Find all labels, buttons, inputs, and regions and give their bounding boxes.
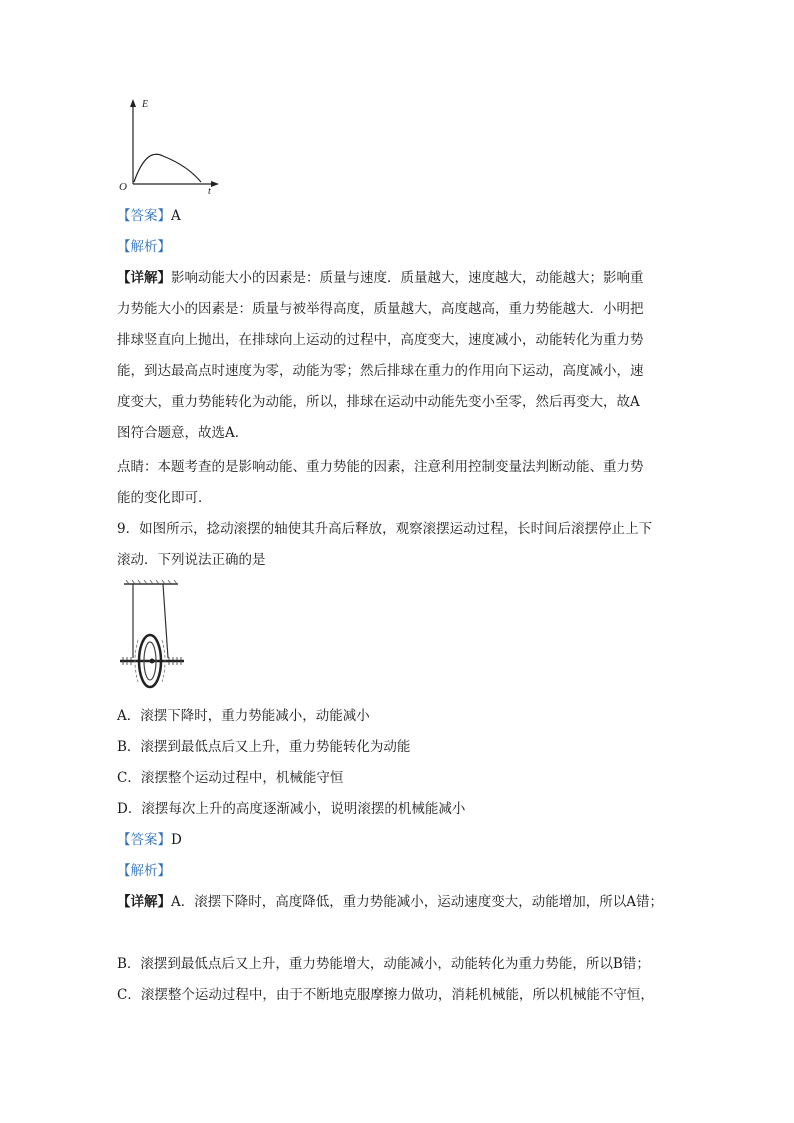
q8-detail-line-4: 能，到达最高点时速度为零，动能为零；然后排球在重力的作用向下运动，高度减小，速: [117, 363, 644, 379]
q8-detail-line-1: 【详解】影响动能大小的因素是：质量与速度．质量越大，速度越大，动能越大；影响重: [117, 270, 644, 286]
origin-label: O: [119, 181, 127, 193]
q9-detail-line-3: C．滚摆整个运动过程中，由于不断地克服摩擦力做功，消耗机械能，所以机械能不守恒，: [117, 987, 654, 1003]
q8-note-line-2: 能的变化即可．: [117, 490, 212, 506]
q9-stem-line-2: 滚动．下列说法正确的是: [117, 552, 266, 568]
q9-detail-line-2: B．滚摆到最低点后又上升，重力势能增大，动能减小，动能转化为重力势能，所以B错；: [117, 956, 650, 972]
q8-detail-line-2: 力势能大小的因素是：质量与被举得高度，质量越大，高度越高，重力势能越大．小明把: [117, 301, 644, 317]
q9-option-a: A．滚摆下降时，重力势能减小，动能减小: [117, 708, 370, 724]
q9-answer-tag: 【答案】: [117, 832, 171, 848]
q8-answer-value: A: [171, 208, 181, 224]
x-axis-arrow: [211, 181, 219, 187]
q9-option-c: C．滚摆整个运动过程中，机械能守恒: [117, 770, 344, 786]
q9-option-b: B．滚摆到最低点后又上升，重力势能转化为动能: [117, 739, 411, 755]
q9-detail-tag: 【详解】: [117, 894, 171, 910]
q8-answer-line: [117, 206, 181, 226]
maxwell-pendulum-figure: [118, 580, 186, 692]
q9-detail-line-1: 【详解】A．滚摆下降时，高度降低，重力势能减小，运动速度变大，动能增加，所以A错；: [117, 894, 663, 910]
q8-detail-line-3: 排球竖直向上抛出，在排球向上运动的过程中，高度变大，速度减小，动能转化为重力势: [117, 332, 644, 348]
energy-curve: [134, 154, 201, 182]
y-axis-arrow: [130, 99, 136, 107]
q8-detail-tag: 【详解】: [117, 270, 171, 286]
q9-answer-line: [117, 830, 182, 850]
q9-analysis-tag: 【解析】: [117, 863, 171, 879]
q8-answer-tag: 【答案】: [117, 208, 171, 224]
q8-note-line-1: 点睛：本题考查的是影响动能、重力势能的因素，注意利用控制变量法判断动能、重力势: [117, 459, 644, 475]
q9-answer-value: D: [171, 832, 182, 848]
q8-detail-line-5: 度变大，重力势能转化为动能，所以，排球在运动中动能先变小至零，然后再变大，故A: [117, 394, 640, 410]
energy-time-graph: [113, 96, 223, 196]
q9-option-d: D．滚摆每次上升的高度逐渐减小，说明滚摆的机械能减小: [117, 801, 466, 817]
y-axis-label: E: [142, 99, 149, 110]
q8-detail-line-6: 图符合题意，故选A．: [117, 425, 249, 441]
wheel-hub: [150, 659, 155, 664]
x-axis-label: t: [208, 186, 211, 196]
q9-stem-line-1: 9．如图所示，捻动滚摆的轴使其升高后释放，观察滚摆运动过程，长时间后滚摆停止上下: [117, 521, 653, 537]
q8-analysis-tag: 【解析】: [117, 239, 171, 255]
